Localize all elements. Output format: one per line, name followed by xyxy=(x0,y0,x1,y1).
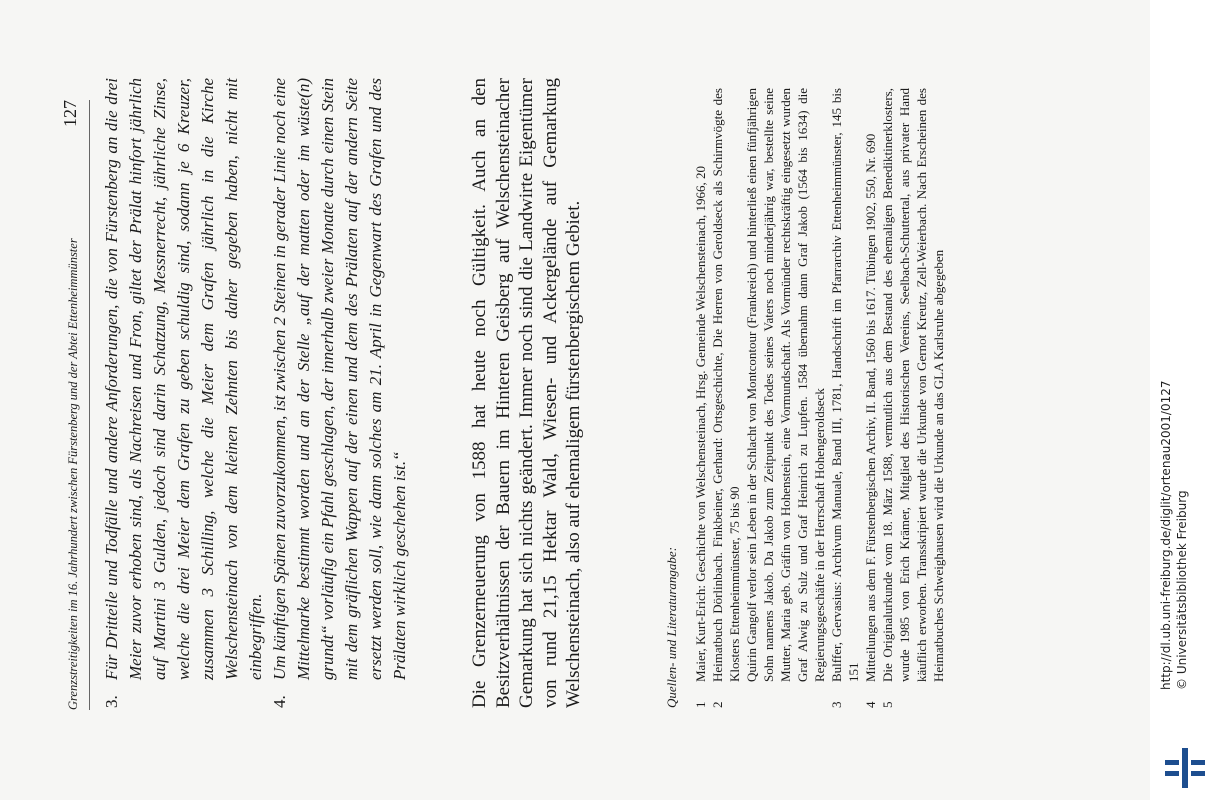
note xyxy=(828,88,862,708)
note xyxy=(709,88,743,708)
note xyxy=(692,88,709,708)
body-paragraph: Die Grenzerneuerung von 1588 hat heute noch Gültigkeit. Auch an den Besitzverhältnissen der Bauern im Hinteren Geisberg auf Welschensteinacher Gemarkung hat sich nichts geändert. Immer noch sind die Landwirte Eigentümer von rund 21,15 Hektar Wald, Wiesen- und Ackergelände auf Gemarkung Welschensteinach, also auf ehemaligem fürstenbergischem Gebiet. xyxy=(469,78,584,708)
notes-title: Quellen- und Literaturangabe: xyxy=(664,546,679,708)
sidebar-text xyxy=(1158,0,1206,690)
numbered-item xyxy=(100,78,268,708)
note-text: Bulffer, Gervasius: Archivum Manuale, Band III, 1781, Handschrift im Pfarrarchiv Ettenheimmünster, 145 bis 151 xyxy=(829,88,861,682)
note xyxy=(879,88,947,708)
note xyxy=(862,88,879,708)
note-number xyxy=(743,682,828,708)
note-number: 5 xyxy=(880,701,895,708)
note-number: 3 xyxy=(829,701,844,708)
page-number: 127 xyxy=(60,100,80,127)
note-text: Heimatbuch Dörlinbach. Finkbeiner, Gerhard: Ortsgeschichte, Die Herren von Geroldseck als Schirmvögte des Klosters Ettenheimmünster, 75 bis 90 xyxy=(710,88,742,682)
copyright-notice: © Universitätsbibliothek Freiburg xyxy=(1175,490,1189,690)
note-text: Mitteilungen aus dem F. Fürstenbergischen Archiv, II. Band, 1560 bis 1617. Tübingen 1902, 550, Nr. 690 xyxy=(863,133,878,682)
note-number: 2 xyxy=(710,701,725,708)
item-number: 4. xyxy=(270,695,289,708)
notes-list xyxy=(692,88,947,708)
item-text: Um künftigen Spänen zuvorzukommen, ist zwischen 2 Steinen in gerader Linie noch eine Mittelmarke bestimmt worden und an der Stelle „auf der matten oder im wüste(n) grundt“ vorläufig ein Pfahl geschlagen, der innerhalb zweier Monate durch einen Stein mit dem gräflichen Wappen auf der einen und dem des Prälaten auf der andern Seite ersetzt werden soll, wie dann solches am 21. April in Gegenwart des Grafen und des Prälaten wirklich geschehen ist.“ xyxy=(270,78,409,680)
running-head: Grenzstreitigkeiten im 16. Jahrhundert zwischen Fürstenberg und der Abtei Ettenheimmünster xyxy=(66,238,80,710)
note-text: Maier, Kurt-Erich: Geschichte von Welschensteinach, Hrsg. Gemeinde Welschensteinach, 1966, 20 xyxy=(693,165,708,682)
source-url-link[interactable]: http://dl.ub.uni-freiburg.de/diglit/ortenau2001/0127 xyxy=(1159,380,1173,690)
item-text: Für Dritteile und Todfälle und andere Anforderungen, die von Fürstenberg an die drei Meier zuvor erhoben sind, als Nachreisen und Fron, giltet der Prälat hinfort jährlich auf Martini 3 Gulden, jedoch sind darin Schatzung, Messnerrecht, jährliche Zinse, welche die drei Meier dem Grafen zu geben schuldig sind, sodann je 6 Kreuzer, zusammen 3 Schilling, welche die Meier dem Grafen jährlich in die Kirche Welschensteinach von dem kleinen Zehnten bis daher gegeben haben, nicht mit einbegriffen. xyxy=(102,78,265,680)
header-rule xyxy=(89,100,90,710)
ub-freiburg-logo-icon xyxy=(1165,748,1205,788)
note-number: 1 xyxy=(693,701,708,708)
note-text: Die Originalurkunde vom 18. März 1588, vermutlich aus dem Bestand des ehemaligen Benediktinerklosters, wurde 1985 von Erich Krämer, Mitglied des Historischen Vereins, Seelbach-Schuttertal, aus privater Hand käuflich erworben. Transskripiert wurde die Urkunde von Gernot Kreutz, Zell-Weierbach. Nach Erscheinen des Heimatbuches Schweighausen wird die Urkunde an das GLA Karlsruhe abgegeben xyxy=(880,88,946,682)
item-number: 3. xyxy=(102,695,121,708)
note-text: Quirin Gangolf verlor sein Leben in der Schlacht von Montcontour (Frankreich) und hinterließ einen fünfjährigen Sohn namens Jakob. Da Jakob zum Zeitpunkt des Todes seines Vaters noch minderjährig war, bestellte seine Mutter, Maria geb. Gräfin von Hohenstein, eine Vormundschaft. Als Vormünder rechtskräftig eingesetzt wurden Graf Alwig zu Sulz und Graf Heinrich zu Lupfen. 1584 übernahm dann Graf Jakob (1564 bis 1634) die Regierungsgeschäfte in der Herrschaft Hohengeroldseck xyxy=(744,88,827,682)
note-number: 4 xyxy=(863,701,878,708)
note xyxy=(743,88,828,708)
numbered-item xyxy=(268,78,412,708)
